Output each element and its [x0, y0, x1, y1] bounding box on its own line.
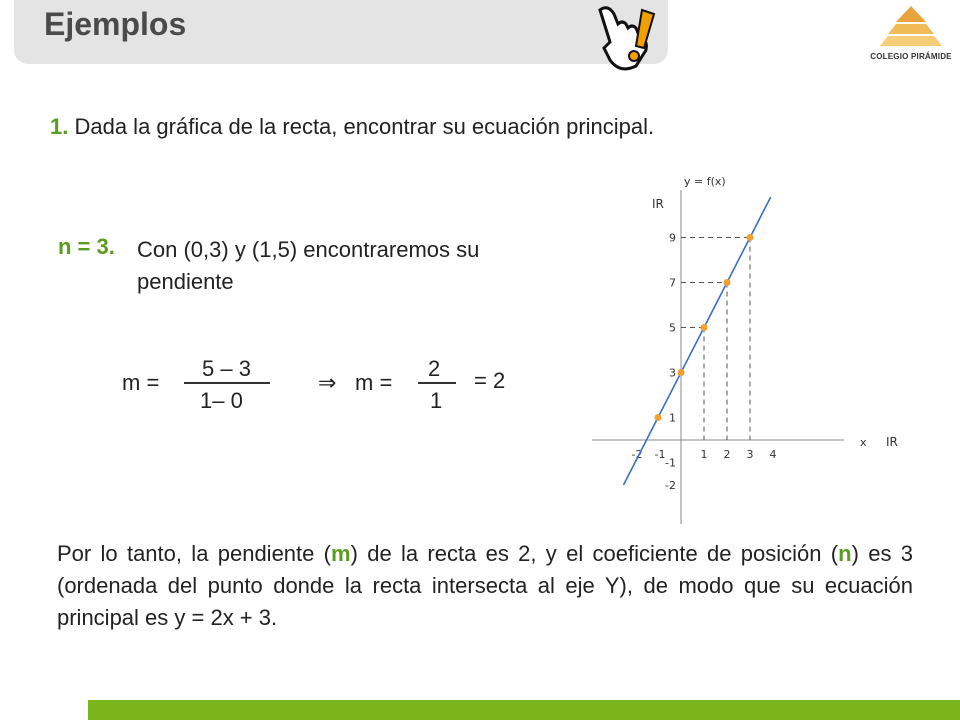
line-graph [590, 168, 920, 530]
chart-title: y = f(x) [684, 175, 726, 188]
conclusion-m: m [331, 541, 351, 566]
n-value-label: n = 3. [58, 234, 115, 259]
question-text [50, 114, 654, 140]
x-tick-label: 3 [746, 448, 754, 461]
data-point [655, 414, 662, 421]
y-axis-label: IR [652, 197, 664, 211]
x-tick-label: 4 [769, 448, 777, 461]
footer-bar [88, 700, 960, 720]
pointing-hand-icon [580, 2, 660, 78]
step-text: Con (0,3) y (1,5) encontraremos su pendiente [137, 237, 480, 294]
conclusion-part-3: ) es 3 (ordenada del punto donde la recta intersecta al eje Y), de modo que su ecuación principal es y = 2x + 3. [57, 541, 913, 630]
data-point [747, 234, 754, 241]
pyramid-icon [866, 2, 956, 52]
y-tick-label: 9 [669, 231, 676, 245]
data-point [701, 324, 708, 331]
numerator-1: 5 – 3 [202, 356, 251, 381]
question-body: Dada la gráfica de la recta, encontrar su ecuación principal. [68, 114, 655, 139]
y-tick-label: 5 [669, 321, 676, 335]
m-label-2: m = [355, 370, 393, 395]
conclusion-n: n [838, 541, 852, 566]
slope-result: = 2 [474, 368, 506, 393]
page-title: Ejemplos [44, 6, 187, 42]
x-tick-label: -1 [654, 448, 666, 461]
denominator-1: 1– 0 [200, 388, 243, 413]
denominator-2: 1 [430, 388, 443, 413]
data-point [678, 369, 685, 376]
implies-symbol: ⇒ [318, 370, 337, 395]
x-set-label: IR [886, 435, 898, 449]
school-logo [866, 2, 956, 64]
y-tick-label: 1 [669, 411, 676, 425]
fraction-bar-2 [418, 382, 456, 384]
m-label-1: m = [122, 370, 160, 395]
logo-text: COLEGIO PIRÁMIDE [870, 52, 952, 61]
x-tick-label: 2 [723, 448, 731, 461]
header-bar [14, 0, 668, 64]
x-axis-label: x [860, 436, 867, 449]
conclusion-paragraph [57, 538, 913, 634]
data-point [724, 279, 731, 286]
x-tick-label: -2 [631, 448, 643, 461]
conclusion-part-1: Por lo tanto, la pendiente ( [57, 541, 332, 566]
fraction-bar-1 [184, 382, 270, 384]
y-tick-label: -1 [665, 456, 676, 470]
question-number: 1. [50, 114, 69, 139]
conclusion-part-2: ) de la recta es 2, y el coeficiente de posición ( [350, 541, 839, 566]
y-tick-label: -2 [665, 479, 676, 492]
numerator-2: 2 [428, 356, 441, 381]
x-tick-label: 1 [700, 448, 708, 461]
y-tick-label: 3 [669, 366, 676, 380]
y-tick-label: 7 [669, 276, 676, 290]
